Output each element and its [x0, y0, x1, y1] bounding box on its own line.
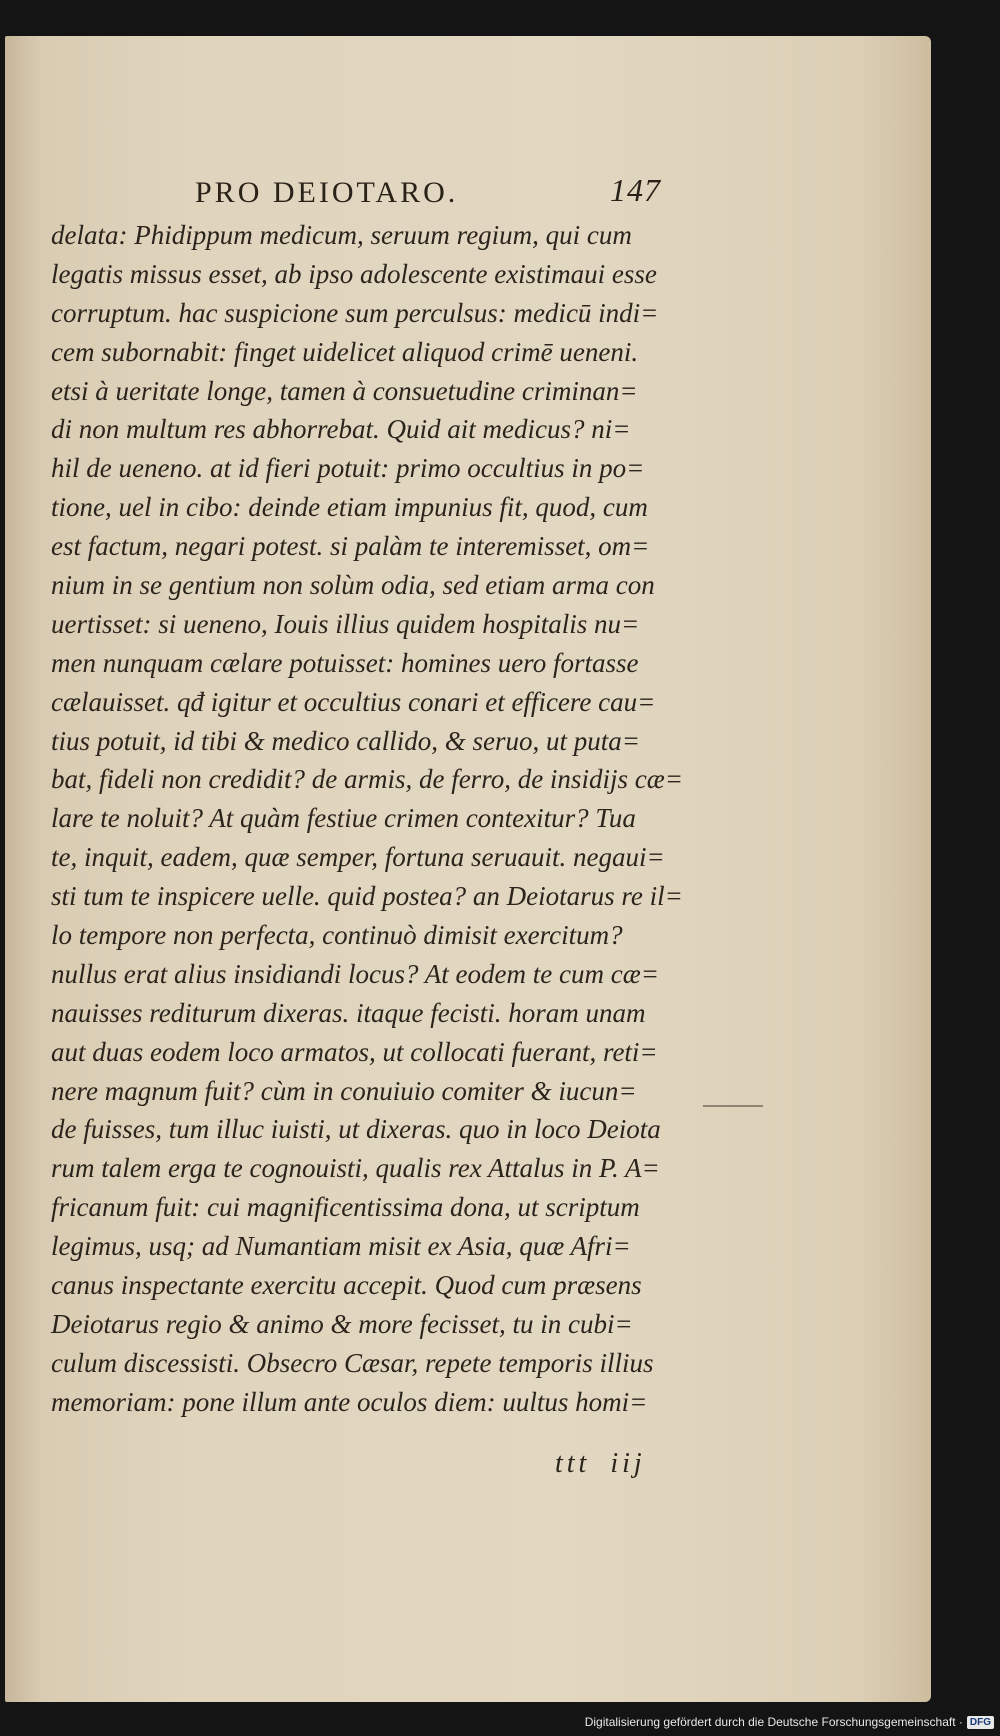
text-line: legimus, usq; ad Numantiam misit ex Asia, quæ Afri=	[51, 1231, 631, 1262]
text-line: cem subornabit: finget uidelicet aliquod crimē ueneni.	[51, 336, 639, 367]
text-line: canus inspectante exercitu accepit. Quod cum præsens	[51, 1270, 642, 1301]
text-line: bat, fideli non credidit? de armis, de ferro, de insidijs cæ=	[51, 764, 683, 795]
book-page	[5, 36, 931, 1702]
page-number: 147	[610, 172, 661, 208]
text-line: sti tum te inspicere uelle. quid postea? an Deiotarus re il=	[51, 881, 683, 912]
text-line: tius potuit, id tibi & medico callido, & seruo, ut puta=	[51, 725, 640, 756]
text-line: corruptum. hac suspicione sum perculsus: medicū indi=	[51, 297, 659, 328]
text-line: nauisses rediturum dixeras. itaque fecisti. horam unam	[51, 997, 646, 1028]
signature-number: iij	[610, 1448, 646, 1479]
text-line: legatis missus esset, ab ipso adolescente existimaui esse	[51, 258, 657, 289]
text-line: culum discessisti. Obsecro Cæsar, repete temporis illius	[51, 1347, 654, 1378]
margin-mark	[703, 1105, 763, 1107]
text-line: nullus erat alius insidiandi locus? At eodem te cum cæ=	[51, 958, 659, 989]
text-line: te, inquit, eadem, quæ semper, fortuna seruauit. negaui=	[51, 842, 665, 873]
footer-credit: Digitalisierung gefördert durch die Deutsche Forschungsgemeinschaft ·	[584, 1715, 963, 1729]
text-line: rum talem erga te cognouisti, qualis rex Attalus in P. A=	[51, 1153, 660, 1184]
signature-letters: ttt	[555, 1448, 591, 1479]
text-line: lo tempore non perfecta, continuò dimisit exercitum?	[51, 920, 623, 951]
text-line: delata: Phidippum medicum, seruum regium, qui cum	[51, 220, 632, 250]
text-line: cælauisset. qđ igitur et occultius conari et efficere cau=	[51, 686, 656, 717]
text-line: nium in se gentium non solùm odia, sed etiam arma con	[51, 570, 655, 601]
text-line: Deiotarus regio & animo & more fecisset, tu in cubi=	[51, 1308, 633, 1339]
page-header-title: PRO DEIOTARO.	[195, 176, 459, 209]
text-line: fricanum fuit: cui magnificentissima dona, ut scriptum	[51, 1192, 640, 1223]
digitization-footer	[585, 1714, 994, 1730]
text-line: nere magnum fuit? cùm in conuiuio comiter & iucun=	[51, 1075, 637, 1106]
body-text	[51, 216, 691, 1422]
text-line: aut duas eodem loco armatos, ut collocati fuerant, reti=	[51, 1036, 658, 1067]
text-line: men nunquam cælare potuisset: homines uero fortasse	[51, 647, 639, 678]
text-line: lare te noluit? At quàm festiue crimen contexitur? Tua	[51, 803, 636, 834]
text-line: de fuisses, tum illuc iuisti, ut dixeras. quo in loco Deiota	[51, 1114, 661, 1145]
text-line: hil de ueneno. at id fieri potuit: primo occultius in po=	[51, 453, 645, 484]
text-line: tione, uel in cibo: deinde etiam impunius fit, quod, cum	[51, 492, 648, 523]
dfg-logo-icon: DFG	[967, 1716, 994, 1729]
text-line: di non multum res abhorrebat. Quid ait medicus? ni=	[51, 414, 631, 445]
text-line: uertisset: si ueneno, Iouis illius quidem hospitalis nu=	[51, 608, 640, 639]
text-line: memoriam: pone illum ante oculos diem: uultus homi=	[51, 1386, 648, 1417]
text-line: est factum, negari potest. si palàm te interemisset, om=	[51, 531, 650, 562]
text-line: etsi à ueritate longe, tamen à consuetudine criminan=	[51, 375, 638, 406]
signature-mark	[555, 1448, 646, 1480]
